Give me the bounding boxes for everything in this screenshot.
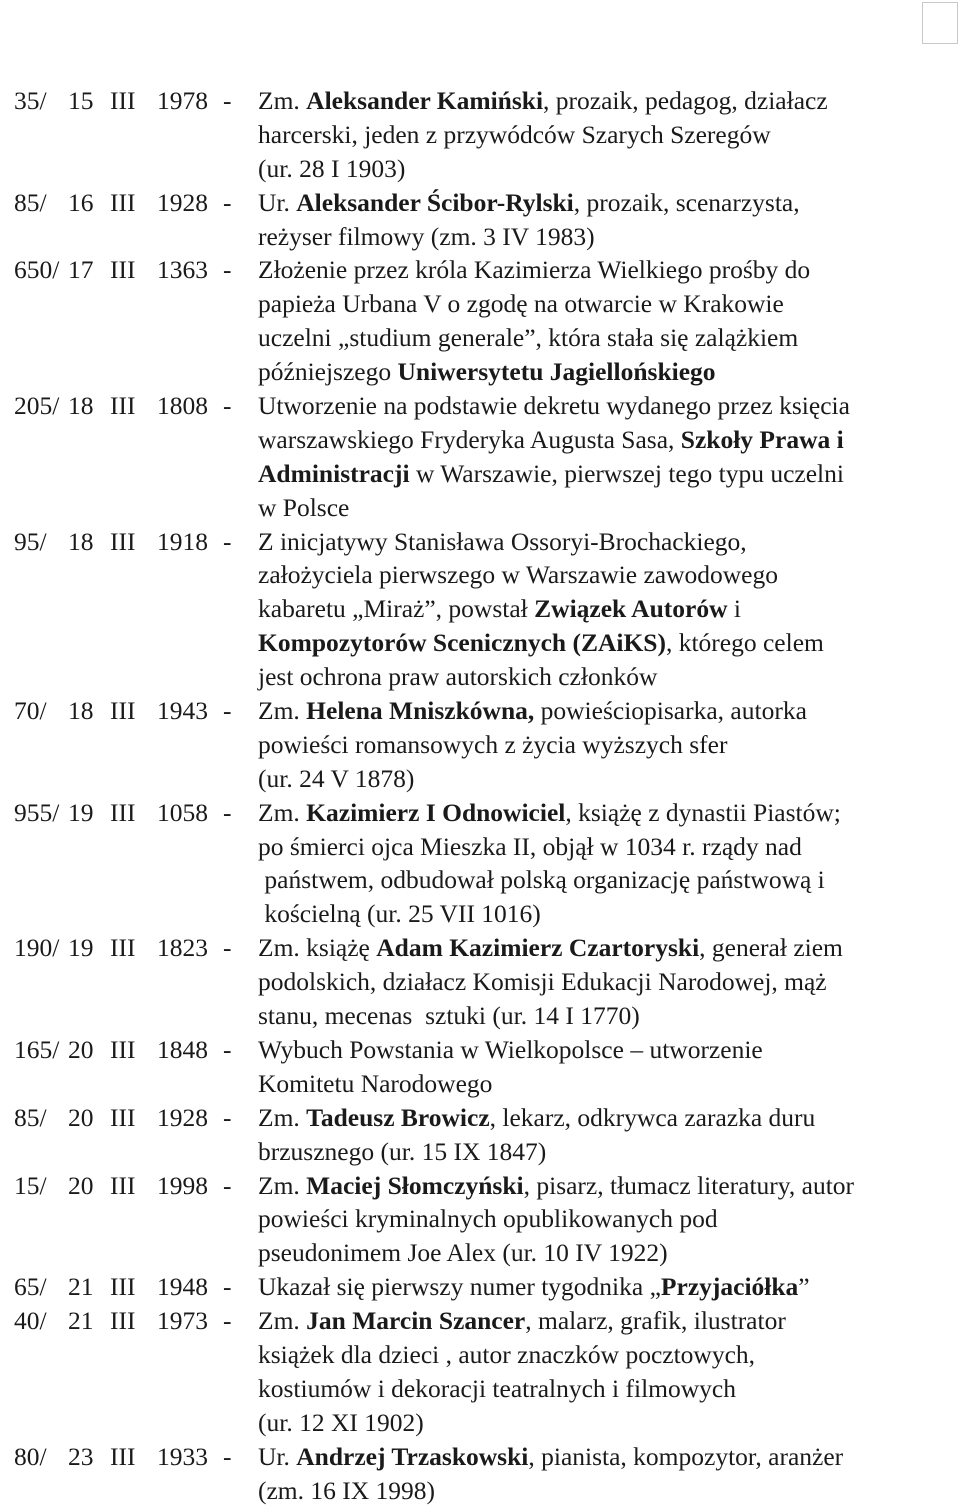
separator-dash: - bbox=[223, 1034, 232, 1064]
text-run: w Polsce bbox=[258, 492, 350, 522]
entry-text bbox=[258, 728, 727, 762]
entry bbox=[0, 1033, 960, 1101]
entry-text bbox=[258, 999, 640, 1033]
text-run: (zm. 16 IX 1998) bbox=[258, 1475, 436, 1505]
entry bbox=[0, 796, 960, 932]
text-run: Złożenie przez króla Kazimierza Wielkiego prośby do bbox=[258, 255, 811, 285]
text-run: powieściopisarka, autorka bbox=[534, 696, 807, 726]
text-run: (ur. 24 V 1878) bbox=[258, 763, 415, 793]
bold-name: Uniwersytetu Jagiellońskiego bbox=[397, 357, 716, 387]
text-run: reżyser filmowy (zm. 3 IV 1983) bbox=[258, 221, 595, 251]
day-number: 21 bbox=[68, 1306, 94, 1336]
separator-dash: - bbox=[223, 1306, 232, 1336]
year-number: 1808 bbox=[157, 391, 208, 421]
entry-text bbox=[258, 592, 741, 626]
text-run: , którego celem bbox=[665, 628, 824, 658]
day-number: 20 bbox=[68, 1102, 94, 1132]
month-roman: III bbox=[110, 1306, 136, 1336]
bold-name: Jan Marcin Szancer bbox=[306, 1306, 526, 1336]
entry-text bbox=[258, 1338, 755, 1372]
entry-text bbox=[258, 491, 349, 525]
text-run: , prozaik, scenarzysta, bbox=[573, 187, 800, 217]
bold-name: Tadeusz Browicz bbox=[306, 1102, 490, 1132]
month-roman: III bbox=[110, 1034, 136, 1064]
day-number: 18 bbox=[68, 391, 94, 421]
text-run: (ur. 28 I 1903) bbox=[258, 153, 406, 183]
text-run: , pisarz, tłumacz literatury, autor bbox=[523, 1170, 855, 1200]
bold-name: Przyjaciółka bbox=[660, 1272, 799, 1302]
bold-name: Szkoły Prawa i bbox=[680, 424, 844, 454]
entry-line bbox=[0, 1202, 960, 1236]
entry-text bbox=[258, 762, 414, 796]
entry-text bbox=[258, 1169, 854, 1203]
day-number: 23 bbox=[68, 1441, 94, 1471]
bold-name: Maciej Słomczyński bbox=[306, 1170, 524, 1200]
text-run: Ukazał się pierwszy numer tygodnika „ bbox=[258, 1272, 661, 1302]
entry-text bbox=[258, 220, 595, 254]
text-run: powieści romansowych z życia wyższych sfer bbox=[258, 729, 728, 759]
separator-dash: - bbox=[223, 1170, 232, 1200]
text-run: w Warszawie, pierwszej tego typu uczelni bbox=[409, 458, 844, 488]
bold-name: Administracji bbox=[258, 458, 410, 488]
month-roman: III bbox=[110, 933, 136, 963]
entry-line bbox=[0, 1033, 960, 1067]
day-number: 20 bbox=[68, 1170, 94, 1200]
year-number: 1973 bbox=[157, 1306, 208, 1336]
anniversary-count: 85/ bbox=[14, 1102, 47, 1132]
month-roman: III bbox=[110, 1102, 136, 1132]
entry-line bbox=[0, 220, 960, 254]
entry-text bbox=[258, 626, 824, 660]
text-run: Zm. bbox=[258, 1306, 307, 1336]
entry-line bbox=[0, 1338, 960, 1372]
year-number: 1928 bbox=[157, 1102, 208, 1132]
entry-line bbox=[0, 863, 960, 897]
entry-text bbox=[258, 1236, 668, 1270]
anniversary-count: 955/ bbox=[14, 797, 60, 827]
anniversary-count: 95/ bbox=[14, 526, 47, 556]
entry-line bbox=[0, 389, 960, 423]
separator-dash: - bbox=[223, 1272, 232, 1302]
text-run: Utworzenie na podstawie dekretu wydanego przez księcia bbox=[258, 391, 850, 421]
entry-line bbox=[0, 152, 960, 186]
year-number: 1363 bbox=[157, 255, 208, 285]
year-number: 1943 bbox=[157, 696, 208, 726]
entry-text bbox=[258, 863, 825, 897]
year-number: 1978 bbox=[157, 86, 208, 115]
entry-text bbox=[258, 389, 850, 423]
entry-text bbox=[258, 558, 778, 592]
entry-line bbox=[0, 1406, 960, 1440]
text-run: Zm. bbox=[258, 696, 307, 726]
month-roman: III bbox=[110, 696, 136, 726]
anniversary-list bbox=[0, 84, 960, 1507]
entry-line bbox=[0, 423, 960, 457]
entry-line bbox=[0, 84, 960, 118]
entry-text bbox=[258, 152, 405, 186]
entry-line bbox=[0, 592, 960, 626]
entry-text bbox=[258, 525, 747, 559]
day-number: 19 bbox=[68, 797, 94, 827]
year-number: 1998 bbox=[157, 1170, 208, 1200]
entry bbox=[0, 1101, 960, 1169]
bold-name: Andrzej Trzaskowski bbox=[296, 1441, 529, 1471]
day-number: 16 bbox=[68, 187, 94, 217]
entry-line bbox=[0, 694, 960, 728]
entry-text bbox=[258, 118, 771, 152]
anniversary-count: 650/ bbox=[14, 255, 60, 285]
entry-text bbox=[258, 287, 784, 321]
day-number: 19 bbox=[68, 933, 94, 963]
anniversary-count: 80/ bbox=[14, 1441, 47, 1471]
text-run: Zm. książę bbox=[258, 933, 377, 963]
entry-text bbox=[258, 1440, 843, 1474]
entry bbox=[0, 931, 960, 1033]
text-run: (ur. 12 XI 1902) bbox=[258, 1407, 424, 1437]
entry-text bbox=[258, 1304, 786, 1338]
text-run: Zm. bbox=[258, 1102, 307, 1132]
bold-name: Związek Autorów bbox=[534, 594, 728, 624]
text-run: , prozaik, pedagog, działacz bbox=[543, 86, 828, 115]
entry-line bbox=[0, 762, 960, 796]
entry-line bbox=[0, 897, 960, 931]
text-run: warszawskiego Fryderyka Augusta Sasa, bbox=[258, 424, 681, 454]
entry bbox=[0, 389, 960, 525]
separator-dash: - bbox=[223, 1102, 232, 1132]
text-run: brzusznego (ur. 15 IX 1847) bbox=[258, 1136, 547, 1166]
separator-dash: - bbox=[223, 391, 232, 421]
text-run: powieści kryminalnych opublikowanych pod bbox=[258, 1204, 718, 1234]
entry-line bbox=[0, 1304, 960, 1338]
month-roman: III bbox=[110, 1441, 136, 1471]
entry-text bbox=[258, 1270, 810, 1304]
anniversary-count: 35/ bbox=[14, 86, 47, 115]
year-number: 1948 bbox=[157, 1272, 208, 1302]
entry bbox=[0, 186, 960, 254]
entry-line bbox=[0, 457, 960, 491]
entry-text bbox=[258, 355, 716, 389]
anniversary-count: 205/ bbox=[14, 391, 60, 421]
separator-dash: - bbox=[223, 526, 232, 556]
year-number: 1918 bbox=[157, 526, 208, 556]
corner-frame bbox=[922, 2, 958, 44]
text-run: kostiumów i dekoracji teatralnych i filmowych bbox=[258, 1373, 737, 1403]
entry-text bbox=[258, 1135, 546, 1169]
bold-name: Aleksander Ścibor-Rylski bbox=[296, 187, 574, 217]
bold-name: Aleksander Kamiński bbox=[306, 86, 544, 115]
year-number: 1933 bbox=[157, 1441, 208, 1471]
month-roman: III bbox=[110, 797, 136, 827]
month-roman: III bbox=[110, 187, 136, 217]
entry-line bbox=[0, 355, 960, 389]
entry-line bbox=[0, 728, 960, 762]
entry-line bbox=[0, 1270, 960, 1304]
day-number: 20 bbox=[68, 1034, 94, 1064]
text-run: po śmierci ojca Mieszka II, objął w 1034 r. rządy nad bbox=[258, 831, 802, 861]
text-run: Zm. bbox=[258, 1170, 307, 1200]
entry-text bbox=[258, 1067, 492, 1101]
anniversary-count: 70/ bbox=[14, 696, 47, 726]
text-run: harcerski, jeden z przywódców Szarych Szeregów bbox=[258, 119, 771, 149]
text-run: założyciela pierwszego w Warszawie zawodowego bbox=[258, 560, 778, 590]
entry-text bbox=[258, 1406, 424, 1440]
entry-line bbox=[0, 525, 960, 559]
year-number: 1928 bbox=[157, 187, 208, 217]
entry-text bbox=[258, 660, 657, 694]
text-run: papieża Urbana V o zgodę na otwarcie w Krakowie bbox=[258, 289, 784, 319]
entry-text bbox=[258, 1474, 435, 1508]
entry-line bbox=[0, 1440, 960, 1474]
anniversary-count: 15/ bbox=[14, 1170, 47, 1200]
text-run: państwem, odbudował polską organizację państwową i bbox=[258, 865, 825, 895]
entry-text bbox=[258, 796, 841, 830]
entry-line bbox=[0, 491, 960, 525]
text-run: ” bbox=[798, 1272, 810, 1302]
anniversary-count: 40/ bbox=[14, 1306, 47, 1336]
month-roman: III bbox=[110, 1272, 136, 1302]
entry-line bbox=[0, 558, 960, 592]
entry-line bbox=[0, 830, 960, 864]
entry-text bbox=[258, 1101, 815, 1135]
entry-text bbox=[258, 84, 828, 118]
entry-line bbox=[0, 965, 960, 999]
month-roman: III bbox=[110, 86, 136, 115]
day-number: 18 bbox=[68, 696, 94, 726]
separator-dash: - bbox=[223, 933, 232, 963]
bold-name: Helena Mniszkówna, bbox=[306, 696, 535, 726]
entry-line bbox=[0, 931, 960, 965]
entry-text bbox=[258, 457, 844, 491]
text-run: stanu, mecenas sztuki (ur. 14 I 1770) bbox=[258, 1001, 640, 1031]
entry-line bbox=[0, 118, 960, 152]
text-run: Z inicjatywy Stanisława Ossoryi-Brochackiego, bbox=[258, 526, 747, 556]
separator-dash: - bbox=[223, 255, 232, 285]
entry-line bbox=[0, 999, 960, 1033]
entry-text bbox=[258, 321, 798, 355]
entry-text bbox=[258, 931, 843, 965]
anniversary-count: 190/ bbox=[14, 933, 60, 963]
text-run: Komitetu Narodowego bbox=[258, 1068, 493, 1098]
text-run: podolskich, działacz Komisji Edukacji Narodowej, mąż bbox=[258, 967, 827, 997]
text-run: , malarz, grafik, ilustrator bbox=[525, 1306, 786, 1336]
text-run: , pianista, kompozytor, aranżer bbox=[528, 1441, 844, 1471]
text-run: Wybuch Powstania w Wielkopolsce – utworzenie bbox=[258, 1034, 763, 1064]
text-run: późniejszego bbox=[258, 357, 398, 387]
entry-text bbox=[258, 1202, 718, 1236]
day-number: 17 bbox=[68, 255, 94, 285]
entry-text bbox=[258, 965, 827, 999]
entry-line bbox=[0, 1236, 960, 1270]
entry-line bbox=[0, 1135, 960, 1169]
entry-line bbox=[0, 660, 960, 694]
anniversary-count: 165/ bbox=[14, 1034, 60, 1064]
day-number: 15 bbox=[68, 86, 94, 115]
entry-text bbox=[258, 253, 810, 287]
month-roman: III bbox=[110, 391, 136, 421]
entry bbox=[0, 525, 960, 694]
text-run: jest ochrona praw autorskich członków bbox=[258, 662, 658, 692]
text-run: uczelni „studium generale”, która stała się zalążkiem bbox=[258, 323, 799, 353]
month-roman: III bbox=[110, 255, 136, 285]
bold-name: Kazimierz I Odnowiciel bbox=[306, 797, 566, 827]
entry bbox=[0, 1304, 960, 1440]
text-run: pseudonimem Joe Alex (ur. 10 IV 1922) bbox=[258, 1238, 668, 1268]
month-roman: III bbox=[110, 526, 136, 556]
year-number: 1823 bbox=[157, 933, 208, 963]
entry bbox=[0, 1440, 960, 1508]
entry-text bbox=[258, 423, 844, 457]
bold-name: Kompozytorów Scenicznych (ZAiKS) bbox=[258, 628, 666, 658]
separator-dash: - bbox=[223, 1441, 232, 1471]
separator-dash: - bbox=[223, 797, 232, 827]
text-run: , książę z dynastii Piastów; bbox=[565, 797, 841, 827]
entry-line bbox=[0, 287, 960, 321]
entry-text bbox=[258, 1372, 736, 1406]
entry-text bbox=[258, 830, 802, 864]
text-run: Ur. bbox=[258, 187, 297, 217]
entry-line bbox=[0, 1372, 960, 1406]
month-roman: III bbox=[110, 1170, 136, 1200]
entry-text bbox=[258, 897, 541, 931]
text-run: , generał ziem bbox=[699, 933, 843, 963]
entry-line bbox=[0, 253, 960, 287]
entry bbox=[0, 694, 960, 796]
entry-line bbox=[0, 1474, 960, 1508]
anniversary-count: 65/ bbox=[14, 1272, 47, 1302]
entry-line bbox=[0, 1067, 960, 1101]
entry-line bbox=[0, 1101, 960, 1135]
entry bbox=[0, 1270, 960, 1304]
entry bbox=[0, 253, 960, 389]
separator-dash: - bbox=[223, 696, 232, 726]
year-number: 1848 bbox=[157, 1034, 208, 1064]
separator-dash: - bbox=[223, 187, 232, 217]
entry-text bbox=[258, 186, 800, 220]
entry-text bbox=[258, 694, 807, 728]
entry bbox=[0, 1169, 960, 1271]
day-number: 18 bbox=[68, 526, 94, 556]
day-number: 21 bbox=[68, 1272, 94, 1302]
entry-text bbox=[258, 1033, 763, 1067]
text-run: Zm. bbox=[258, 86, 307, 115]
separator-dash: - bbox=[223, 86, 232, 115]
entry-line bbox=[0, 626, 960, 660]
year-number: 1058 bbox=[157, 797, 208, 827]
bold-name: Adam Kazimierz Czartoryski bbox=[376, 933, 700, 963]
entry bbox=[0, 84, 960, 186]
entry-line bbox=[0, 321, 960, 355]
entry-line bbox=[0, 1169, 960, 1203]
entry-line bbox=[0, 186, 960, 220]
text-run: Zm. bbox=[258, 797, 307, 827]
text-run: Ur. bbox=[258, 1441, 297, 1471]
text-run: i bbox=[727, 594, 741, 624]
text-run: , lekarz, odkrywca zarazka duru bbox=[489, 1102, 816, 1132]
text-run: kabaretu „Miraż”, powstał bbox=[258, 594, 535, 624]
anniversary-count: 85/ bbox=[14, 187, 47, 217]
text-run: kościelną (ur. 25 VII 1016) bbox=[258, 899, 541, 929]
text-run: książek dla dzieci , autor znaczków pocztowych, bbox=[258, 1339, 756, 1369]
entry-line bbox=[0, 796, 960, 830]
